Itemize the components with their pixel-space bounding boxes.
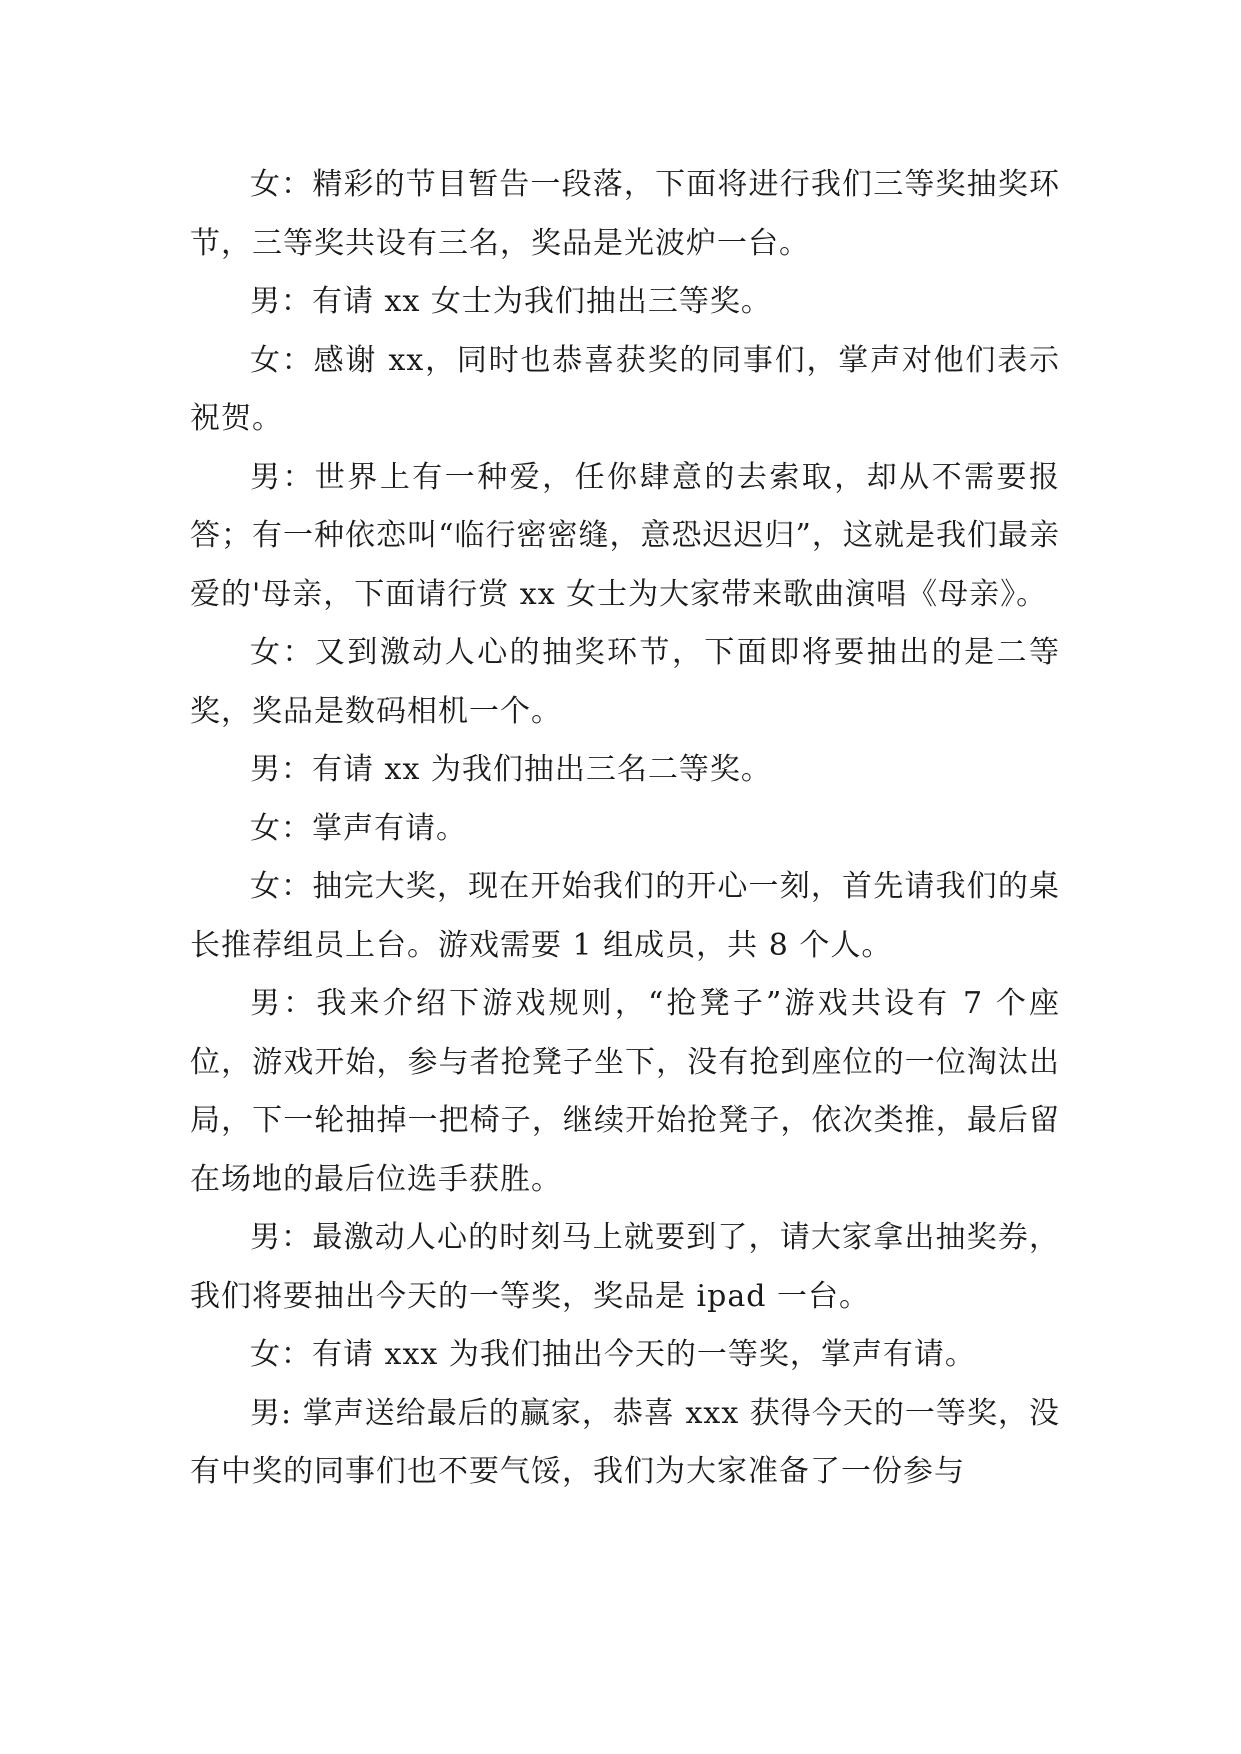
document-body bbox=[190, 156, 1060, 1502]
paragraph: 女：精彩的节目暂告一段落，下面将进行我们三等奖抽奖环节，三等奖共设有三名，奖品是光波炉一台。 bbox=[190, 167, 1060, 261]
paragraph: 女：抽完大奖，现在开始我们的开心一刻，首先请我们的桌长推荐组员上台。游戏需要 1 组成员，共 8 个人。 bbox=[190, 869, 1060, 963]
paragraph: 女：感谢 xx，同时也恭喜获奖的同事们，掌声对他们表示祝贺。 bbox=[190, 342, 1060, 436]
paragraph: 男：世界上有一种爱，任你肆意的去索取，却从不需要报答；有一种依恋叫“临行密密缝，意恐迟迟归”，这就是我们最亲爱的'母亲，下面请行赏 xx 女士为大家带来歌曲演唱《母亲》。 bbox=[190, 459, 1060, 612]
paragraph: 女：掌声有请。 bbox=[250, 810, 467, 846]
paragraph: 男：有请 xx 女士为我们抽出三等奖。 bbox=[250, 284, 772, 319]
paragraph: 男: 掌声送给最后的赢家，恭喜 xxx 获得今天的一等奖，没有中奖的同事们也不要气馁，我们为大家准备了一份参与 bbox=[190, 1395, 1060, 1489]
paragraph: 女：又到激动人心的抽奖环节，下面即将要抽出的是二等奖，奖品是数码相机一个。 bbox=[190, 635, 1060, 729]
paragraph: 男：最激动人心的时刻马上就要到了，请大家拿出抽奖券，我们将要抽出今天的一等奖，奖品是 ipad 一台。 bbox=[190, 1220, 1060, 1314]
paragraph: 男：有请 xx 为我们抽出三名二等奖。 bbox=[250, 752, 772, 787]
paragraph: 女：有请 xxx 为我们抽出今天的一等奖，掌声有请。 bbox=[250, 1337, 976, 1372]
paragraph: 男：我来介绍下游戏规则，“抢凳子”游戏共设有 7 个座位，游戏开始，参与者抢凳子坐下，没有抢到座位的一位淘汰出局，下一轮抽掉一把椅子，继续开始抢凳子，依次类推，最后留在场地的最后位选手获胜。 bbox=[190, 986, 1060, 1197]
